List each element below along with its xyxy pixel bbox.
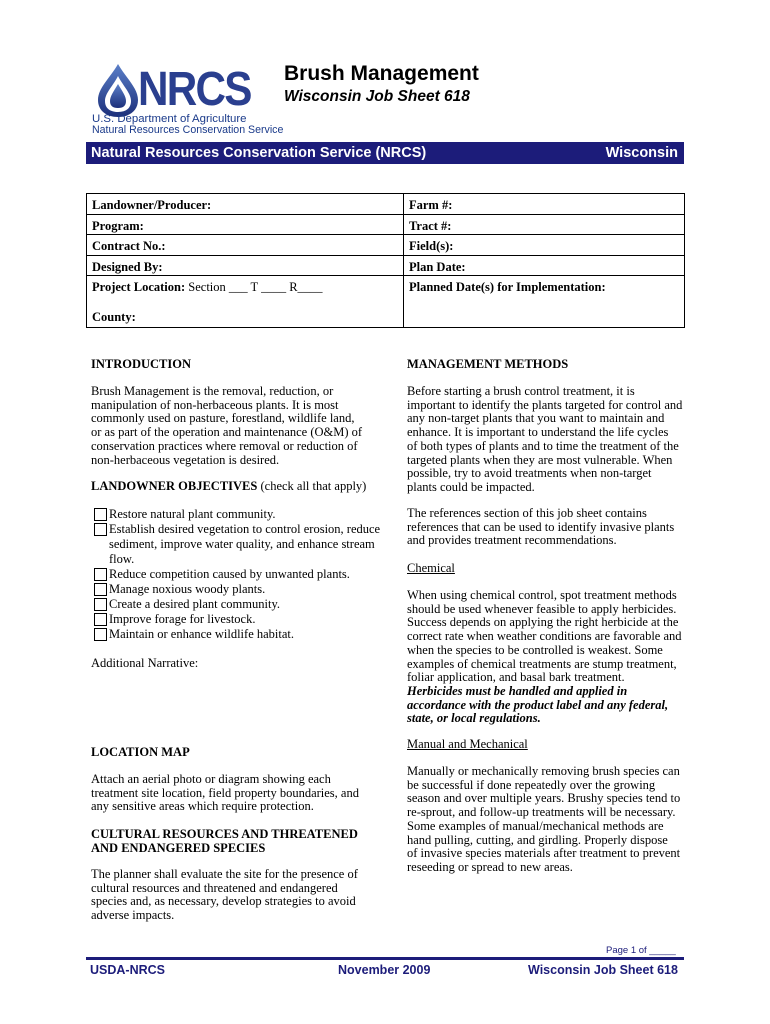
text-line: Attach an aerial photo or diagram showing each xyxy=(91,772,331,786)
chemical-text xyxy=(407,589,687,726)
text-line: any sensitive areas which require protection. xyxy=(91,799,314,814)
objective-label: Maintain or enhance wildlife habitat. xyxy=(109,627,295,641)
objective-item[interactable] xyxy=(92,612,392,627)
chemical-heading: Chemical xyxy=(407,561,455,575)
text-line: references that can be used to identify invasive plants xyxy=(407,519,675,534)
text-line: targeted plants when they are most vulnerable. When xyxy=(407,452,673,467)
checkbox[interactable] xyxy=(94,598,107,611)
logo-subtitle xyxy=(92,114,283,136)
info-form xyxy=(86,193,685,328)
form-row xyxy=(87,235,684,256)
objective-label: Reduce competition caused by unwanted plants. xyxy=(109,567,350,581)
warning-line: accordance with the product label and any federal, xyxy=(407,697,669,712)
text-line: non-herbaceous vegetation is desired. xyxy=(91,452,280,467)
logo-wordmark: NRCS xyxy=(138,63,251,116)
text-line: Before starting a brush control treatment, it is xyxy=(407,384,635,398)
cultural-text xyxy=(91,868,391,923)
checkbox[interactable] xyxy=(94,613,107,626)
objective-label: Manage noxious woody plants. xyxy=(109,582,266,596)
objective-label: Establish desired vegetation to control erosion, reduce sediment, improve water quality, and enhance stream flow. xyxy=(109,522,381,566)
text-line: Manually or mechanically removing brush species can xyxy=(407,764,680,778)
landowner-field[interactable]: Landowner/Producer: xyxy=(92,198,212,212)
page-number: Page 1 of _____ xyxy=(606,945,676,956)
heading-line: AND ENDANGERED SPECIES xyxy=(91,841,266,855)
text-line: or as part of the operation and maintenance (O&M) of xyxy=(91,425,363,440)
text-line: be successful if done repeatedly over the growing xyxy=(407,777,656,792)
plan-date-field[interactable]: Plan Date: xyxy=(409,260,466,274)
banner-state: Wisconsin xyxy=(605,145,678,161)
project-location-field[interactable] xyxy=(92,280,323,295)
objectives-note: (check all that apply) xyxy=(257,479,367,493)
manual-text xyxy=(407,765,687,875)
project-location-label: Project Location: xyxy=(92,280,186,294)
text-line: commonly used on pasture, forestland, wildlife land, xyxy=(91,411,355,426)
fields-field[interactable]: Field(s): xyxy=(409,239,454,253)
objective-label: Improve forage for livestock. xyxy=(109,612,256,626)
cultural-heading xyxy=(91,827,358,855)
text-line: important to identify the plants targeted for control and xyxy=(407,397,683,412)
text-line: Success depends on applying the right herbicide at the xyxy=(407,615,679,630)
footer-sheet: Wisconsin Job Sheet 618 xyxy=(528,963,678,977)
text-line: The references section of this job sheet contains xyxy=(407,506,647,520)
checkbox[interactable] xyxy=(94,583,107,596)
county-field[interactable]: County: xyxy=(92,310,136,324)
text-line: season and over multiple years. Brushy species tend to xyxy=(407,791,681,806)
text-line: conservation practices where removal or reduction of xyxy=(91,438,358,453)
text-line: correct rate when weather conditions are favorable and xyxy=(407,629,682,644)
logo-usda: U.S. Department of Agriculture xyxy=(92,113,247,125)
narrative-label[interactable]: Additional Narrative: xyxy=(91,656,199,670)
checkbox[interactable] xyxy=(94,568,107,581)
objective-item[interactable] xyxy=(92,507,392,522)
methods-text xyxy=(407,385,687,495)
intro-text xyxy=(91,385,391,467)
objectives-title: LANDOWNER OBJECTIVES xyxy=(91,479,258,493)
page-title: Brush Management xyxy=(284,62,479,85)
text-line: adverse impacts. xyxy=(91,908,175,923)
footer-date: November 2009 xyxy=(338,963,431,977)
farm-field[interactable]: Farm #: xyxy=(409,198,453,212)
contract-field[interactable]: Contract No.: xyxy=(92,239,166,253)
warning-line: state, or local regulations. xyxy=(407,711,541,726)
text-line: should be used whenever feasible to apply herbicides. xyxy=(407,601,677,616)
text-line: foliar application, and basal bark treatment. xyxy=(407,670,625,685)
text-line: When using chemical control, spot treatment methods xyxy=(407,588,677,602)
footer-agency: USDA-NRCS xyxy=(90,963,165,977)
text-line: species and, as necessary, develop strategies to avoid xyxy=(91,894,356,909)
text-line: hand pulling, cutting, and girdling. Properly dispose xyxy=(407,832,668,847)
objective-item[interactable] xyxy=(92,627,392,642)
footer-rule xyxy=(86,957,684,960)
text-line: any non-target plants that you want to maintain and xyxy=(407,411,665,426)
text-line: and provides treatment recommendations. xyxy=(407,533,617,548)
text-line: plants could be impacted. xyxy=(407,479,535,494)
text-line: when the species to be controlled is weakest. Some xyxy=(407,642,663,657)
location-heading: LOCATION MAP xyxy=(91,745,190,759)
tract-field[interactable]: Tract #: xyxy=(409,219,452,233)
text-line: enhance. It is important to understand the life cycles xyxy=(407,425,669,440)
form-row xyxy=(87,256,684,276)
section-line: Section ___ T ____ R____ xyxy=(188,280,323,294)
text-line: of invasive species materials after treatment to prevent xyxy=(407,846,681,861)
text-line: manipulation of non-herbaceous plants. It is most xyxy=(91,397,339,412)
text-line: treatment site location, field property boundaries, and xyxy=(91,785,359,800)
text-line: The planner shall evaluate the site for the presence of xyxy=(91,867,358,881)
references-text xyxy=(407,507,687,548)
warning-line: Herbicides must be handled and applied in xyxy=(407,683,628,698)
planned-dates-field[interactable]: Planned Date(s) for Implementation: xyxy=(409,280,606,294)
form-divider xyxy=(403,194,404,327)
checkbox[interactable] xyxy=(94,508,107,521)
banner-agency: Natural Resources Conservation Service (NRCS) xyxy=(91,145,427,161)
agency-banner xyxy=(86,142,684,164)
objective-item[interactable] xyxy=(92,522,392,567)
text-line: Some examples of manual/mechanical methods are xyxy=(407,818,664,833)
form-row xyxy=(87,215,684,235)
program-field[interactable]: Program: xyxy=(92,219,144,233)
text-line: possible, try to avoid treatments when non-target xyxy=(407,466,652,481)
objective-label: Restore natural plant community. xyxy=(109,507,276,521)
text-line: cultural resources and threatened and endangered xyxy=(91,880,338,895)
location-text xyxy=(91,773,391,814)
objective-label: Create a desired plant community. xyxy=(109,597,281,611)
text-line: reseeding or spread to new areas. xyxy=(407,859,573,874)
objective-item[interactable] xyxy=(92,582,392,597)
text-line: re-sprout, and follow-up treatments will be necessary. xyxy=(407,805,676,820)
checkbox[interactable] xyxy=(94,628,107,641)
page-subtitle: Wisconsin Job Sheet 618 xyxy=(284,88,470,105)
objective-item[interactable] xyxy=(92,567,392,582)
logo-nrcs-name: Natural Resources Conservation Service xyxy=(92,124,284,136)
methods-heading: MANAGEMENT METHODS xyxy=(407,357,569,371)
designed-by-field[interactable]: Designed By: xyxy=(92,260,163,274)
text-line: Brush Management is the removal, reduction, or xyxy=(91,384,334,398)
heading-line: CULTURAL RESOURCES AND THREATENED xyxy=(91,827,358,841)
manual-heading: Manual and Mechanical xyxy=(407,737,528,751)
text-line: examples of chemical treatments are stump treatment, xyxy=(407,656,677,671)
objective-item[interactable] xyxy=(92,597,392,612)
objectives-heading xyxy=(91,480,366,494)
objectives-checklist xyxy=(92,507,392,642)
text-line: of both types of plants and to time the treatment of the xyxy=(407,438,679,453)
intro-heading: INTRODUCTION xyxy=(91,357,192,371)
checkbox[interactable] xyxy=(94,523,107,536)
